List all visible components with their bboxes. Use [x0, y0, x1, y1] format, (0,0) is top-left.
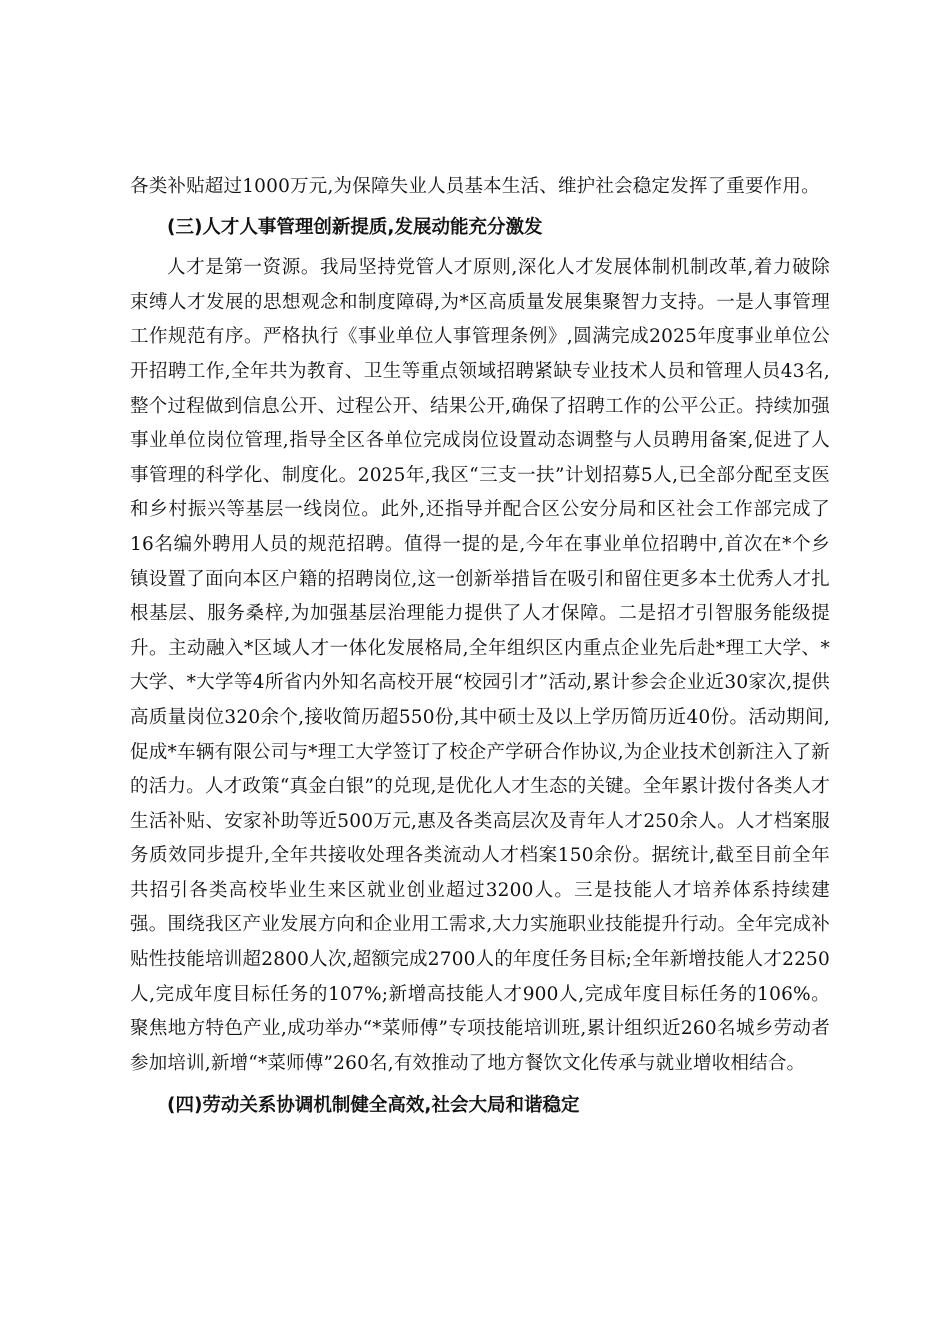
intro-paragraph: 各类补贴超过1000万元,为保障失业人员基本生活、维护社会稳定发挥了重要作用。 — [130, 176, 820, 197]
section-heading-4: (四)劳动关系协调机制健全高效,社会大局和谐稳定 — [167, 1095, 580, 1117]
section-3-body: 人才是第一资源。我局坚持党管人才原则,深化人才发展体制机制改革,着力破除束缚人才发展的思想观念和制度障碍,为*区高质量发展集聚智力支持。一是人事管理工作规范有序。严格执行《事业单位人事管理条例》,圆满完成2025年度事业单位公开招聘工作,全年共为教育、卫生等重点领域招聘紧缺专业技术人员和管理人员43名,整个过程做到信息公开、过程公开、结果公开,确保了招聘工作的公平公正。持续加强事业单位岗位管理,指导全区各单位完成岗位设置动态调整与人员聘用备案,促进了人事管理的科学化、制度化。2025年,我区“三支一扶”计划招募5人,已全部分配至支医和乡村振兴等基层一线岗位。此外,还指导并配合区公安分局和区社会工作部完成了16名编外聘用人员的规范招聘。值得一提的是,今年在事业单位招聘中,首次在*个乡镇设置了面向本区户籍的招聘岗位,这一创新举措旨在吸引和留住更多本土优秀人才扎根基层、服务桑梓,为加强基层治理能力提供了人才保障。二是招才引智服务能级提升。主动融入*区域人才一体化发展格局,全年组织区内重点企业先后赴*理工大学、*大学、*大学等4所省内外知名高校开展“校园引才”活动,累计参会企业近30家次,提供高质量岗位320余个,接收简历超550份,其中硕士及以上学历简历近40份。活动期间,促成*车辆有限公司与*理工大学签订了校企产学研合作协议,为企业技术创新注入了新的活力。人才政策“真金白银”的兑现,是优化人才生态的关键。全年累计拨付各类人才生活补贴、安家补助等近500万元,惠及各类高层次及青年人才250余人。人才档案服务质效同步提升,全年共接收处理各类流动人才档案150余份。据统计,截至目前全年共招引各类高校毕业生来区就业创业超过3200人。三是技能人才培养体系持续建强。围绕我区产业发展方向和企业用工需求,大力实施职业技能提升行动。全年完成补贴性技能培训超2800人次,超额完成2700人的年度任务目标;全年新增技能人才2250人,完成年度目标任务的107%;新增高技能人才900人,完成年度目标任务的106%。聚焦地方特色产业,成功举办“*菜师傅”专项技能培训班,累计组织近260名城乡劳动者参加培训,新增“*菜师傅”260名,有效推动了地方餐饮文化传承与就业增收相结合。 — [130, 257, 830, 1074]
section-heading-3: (三)人才人事管理创新提质,发展动能充分激发 — [167, 216, 543, 238]
document-page — [130, 170, 830, 1124]
